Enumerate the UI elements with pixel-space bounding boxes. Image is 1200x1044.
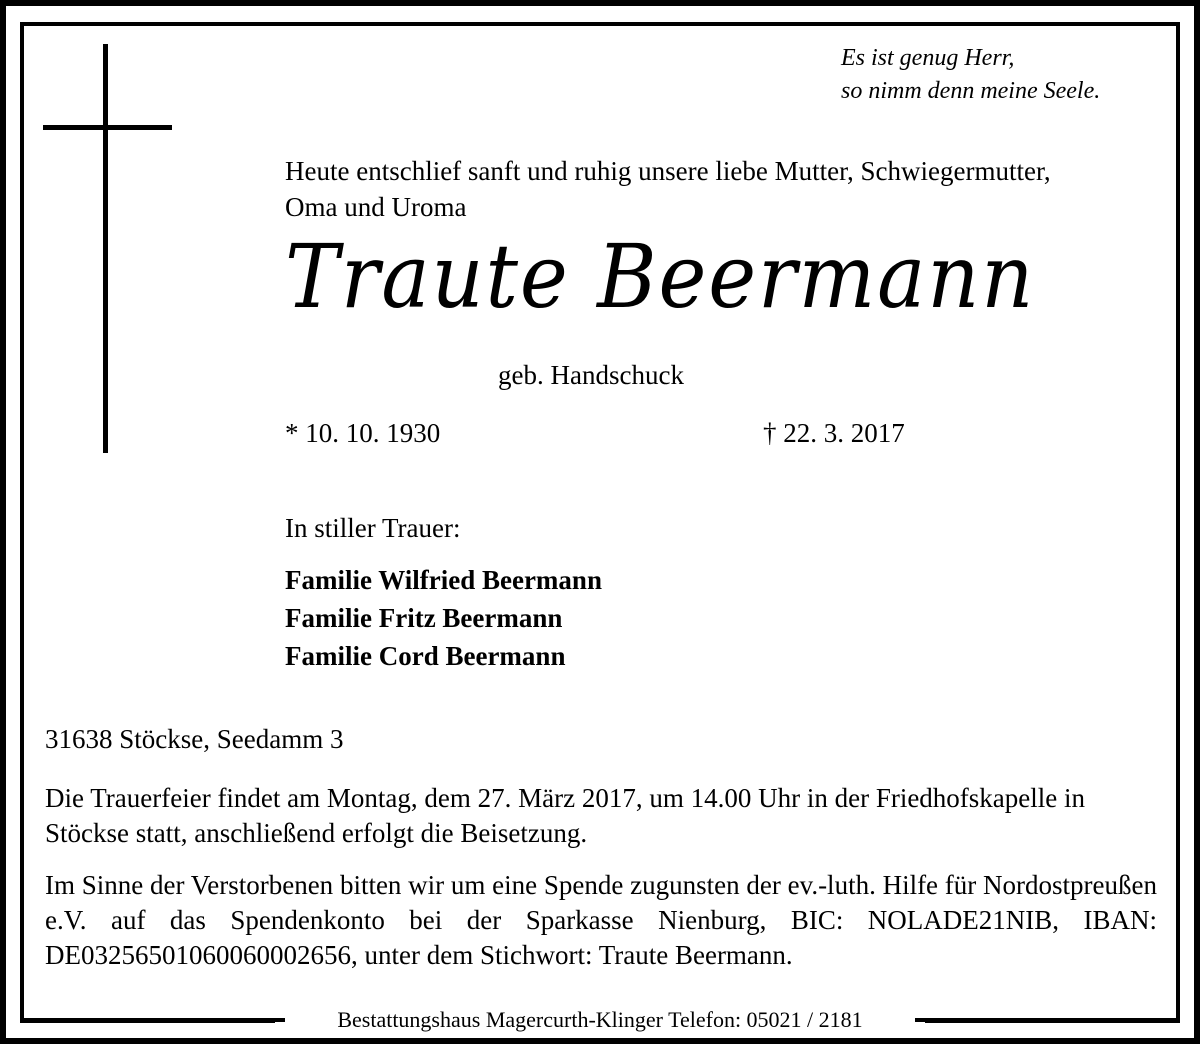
- mourners-list: [285, 561, 602, 675]
- intro-line-2: Oma und Uroma: [285, 192, 467, 222]
- intro-line-1: Heute entschlief sanft und ruhig unsere liebe Mutter, Schwiegermutter,: [285, 156, 1051, 186]
- service-paragraph: Die Trauerfeier findet am Montag, dem 27. März 2017, um 14.00 Uhr in der Friedhofskapelle in Stöckse statt, anschließend erfolgt die Beisetzung.: [45, 783, 1086, 848]
- footer-rule-right: [925, 1019, 1180, 1023]
- donation-paragraph: Im Sinne der Verstorbenen bitten wir um eine Spende zugunsten der ev.-luth. Hilfe für Nordostpreußen e.V. auf das Spendenkonto bei der Sparkasse Nienburg, BIC: NOLADE21NIB, IBAN: DE03256501060060002656, unter dem Stichwort: Traute Beermann.: [45, 870, 1157, 970]
- family-item: Familie Wilfried Beermann: [285, 565, 602, 595]
- maiden-name: geb. Handschuck: [498, 360, 684, 390]
- death-date: † 22. 3. 2017: [763, 418, 905, 448]
- footer-rule-left: [20, 1019, 275, 1023]
- verse-line-2: so nimm denn meine Seele.: [841, 78, 1101, 104]
- family-item: Familie Cord Beermann: [285, 641, 566, 671]
- cross-vertical-bar: [103, 44, 108, 453]
- address: 31638 Stöckse, Seedamm 3: [45, 724, 344, 754]
- intro-text: [285, 153, 1051, 225]
- birth-date: * 10. 10. 1930: [285, 418, 441, 448]
- bible-verse: [841, 42, 1100, 108]
- cross-horizontal-bar: [43, 125, 172, 130]
- deceased-name: Traute Beermann: [285, 225, 1036, 328]
- family-item: Familie Fritz Beermann: [285, 603, 563, 633]
- funeral-home-footer: Bestattungshaus Magercurth-Klinger Telefon: 05021 / 2181: [285, 1005, 915, 1035]
- mourners-label: In stiller Trauer:: [285, 513, 461, 543]
- verse-line-1: Es ist genug Herr,: [841, 45, 1015, 71]
